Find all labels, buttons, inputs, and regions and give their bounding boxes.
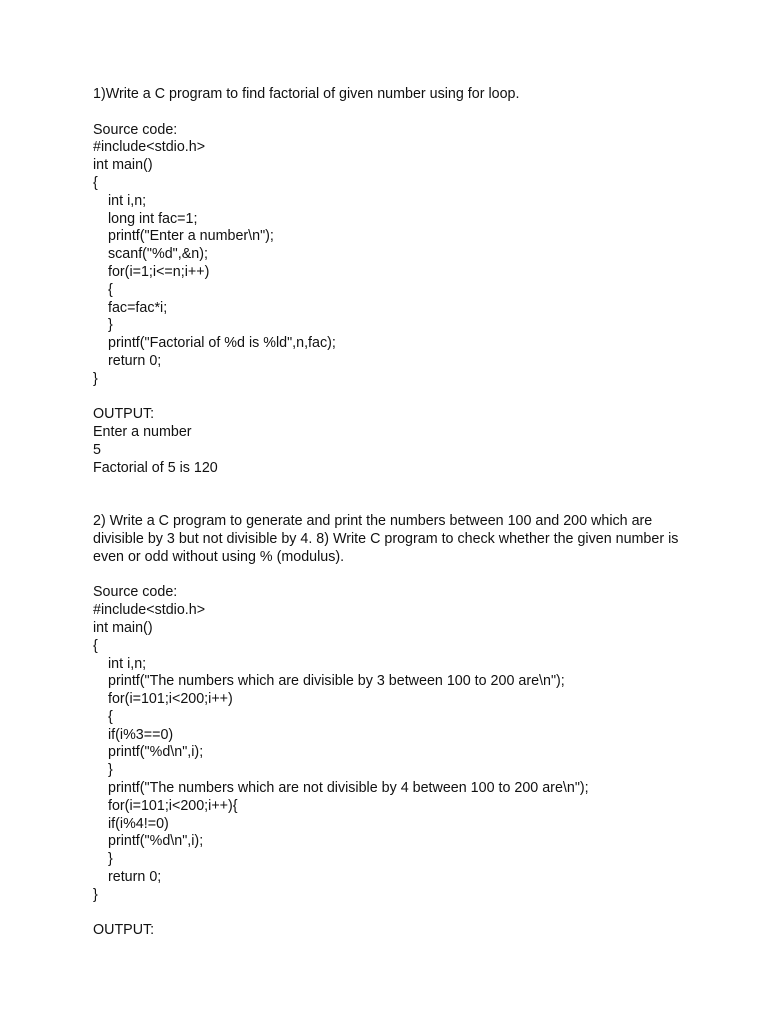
output-line: Factorial of 5 is 120 <box>93 459 218 476</box>
document-page <box>93 86 733 940</box>
code-line: #include<stdio.h> <box>93 139 206 156</box>
spacer <box>93 478 733 514</box>
code-line: } <box>93 886 98 903</box>
code-line: int i,n; <box>108 655 147 672</box>
q1-question: 1)Write a C program to find factorial of given number using for loop. <box>93 86 520 102</box>
spacer <box>93 104 733 122</box>
code-line: for(i=101;i<200;i++){ <box>108 797 238 814</box>
code-line: return 0; <box>108 352 162 369</box>
code-line: printf("%d\n",i); <box>108 833 204 850</box>
output-line: 5 <box>93 441 101 458</box>
code-line: int main() <box>93 157 153 174</box>
code-line: scanf("%d",&n); <box>108 246 208 263</box>
code-line: printf("The numbers which are not divisible by 4 between 100 to 200 are\n"); <box>108 780 589 797</box>
q2-question <box>93 513 733 566</box>
code-line: { <box>93 637 98 654</box>
code-line: { <box>108 281 113 298</box>
spacer <box>93 389 733 407</box>
code-line: printf("The numbers which are divisible by 3 between 100 to 200 are\n"); <box>108 673 565 690</box>
q1-output-block <box>93 424 733 477</box>
code-line: } <box>93 370 98 387</box>
code-line: if(i%4!=0) <box>108 815 169 832</box>
q1-code-block <box>93 139 733 388</box>
code-line: { <box>93 174 98 191</box>
q2-output-label: OUTPUT: <box>93 922 155 939</box>
q1-source-label: Source code: <box>93 121 178 138</box>
q2-code-block <box>93 602 733 905</box>
code-line: printf("%d\n",i); <box>108 744 204 761</box>
code-line: } <box>108 851 113 868</box>
code-line: } <box>108 762 113 779</box>
code-line: fac=fac*i; <box>108 299 168 316</box>
code-line: int main() <box>93 619 153 636</box>
code-line: int i,n; <box>108 192 147 209</box>
code-line: long int fac=1; <box>108 210 198 227</box>
spacer <box>93 905 733 923</box>
code-line: printf("Enter a number\n"); <box>108 228 274 245</box>
q2-source-label: Source code: <box>93 584 178 601</box>
q2-question-line: 2) Write a C program to generate and print the numbers between 100 and 200 which are <box>93 513 653 530</box>
spacer <box>93 567 733 585</box>
code-line: printf("Factorial of %d is %ld",n,fac); <box>108 335 336 352</box>
code-line: return 0; <box>108 869 162 886</box>
q2-question-line: divisible by 3 but not divisible by 4. 8) Write C program to check whether the given number is <box>93 530 679 547</box>
code-line: { <box>108 708 113 725</box>
code-line: for(i=101;i<200;i++) <box>108 691 233 708</box>
code-line: } <box>108 317 113 334</box>
q2-question-line: even or odd without using % (modulus). <box>93 548 345 565</box>
output-line: Enter a number <box>93 424 192 441</box>
code-line: #include<stdio.h> <box>93 602 206 619</box>
code-line: for(i=1;i<=n;i++) <box>108 263 210 280</box>
code-line: if(i%3==0) <box>108 726 174 743</box>
q1-output-label: OUTPUT: <box>93 406 155 423</box>
